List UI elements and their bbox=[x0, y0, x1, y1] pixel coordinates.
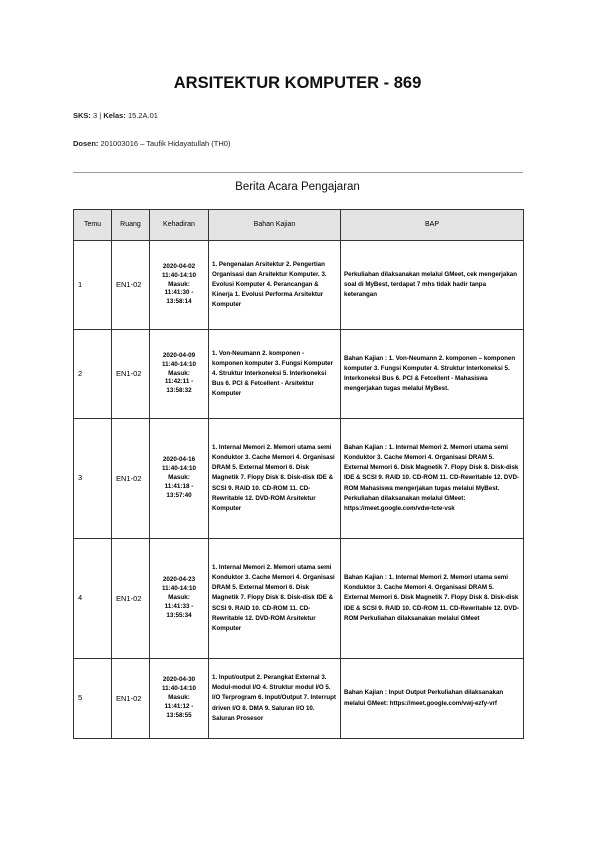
kehadiran-cell bbox=[150, 419, 209, 539]
kehadiran-time: 11:40-14:10 bbox=[162, 465, 196, 473]
table-header-row bbox=[74, 210, 524, 241]
kehadiran-cell bbox=[150, 330, 209, 419]
kehadiran-end: 13:55:34 bbox=[166, 611, 192, 619]
bahan-kajian-cell: 1. Internal Memori 2. Memori utama semi Konduktor 3. Cache Memori 4. Organisasi DRAM 5. External Memori 6. Disk Magnetik 7. Flopy Disk 8. Disk-disk IDE & SCSI 9. RAID 10. CD-ROM 11. CD-Rewritable 12. DVD-ROM Arsitektur Komputer bbox=[209, 539, 341, 659]
table-row bbox=[74, 330, 524, 419]
column-header-kehadiran: Kehadiran bbox=[150, 210, 209, 241]
kehadiran-time: 11:40-14:10 bbox=[162, 685, 196, 693]
bap-cell: Bahan Kajian : Input Output Perkuliahan dilaksanakan melalui GMeet: https://meet.google.com/vwj-ezfy-vrf bbox=[341, 659, 524, 739]
kehadiran-cell bbox=[150, 539, 209, 659]
kehadiran-date: 2020-04-02 bbox=[162, 262, 196, 270]
kehadiran-time: 11:40-14:10 bbox=[162, 271, 196, 279]
bap-cell: Bahan Kajian : 1. Internal Memori 2. Memori utama semi Konduktor 3. Cache Memori 4. Organisasi DRAM 5. External Memori 6. Disk Magnetik 7. Flopy Disk 8. Disk-disk IDE & SCSI 9. RAID 10. CD-ROM 11. CD-Rewritable 12. DVD-ROM Mahasiswa mengerjakan tugas melalui MyBest. Perkuliahan dilaksanakan melalui GMeet: https://meet.google.com/vdw-tcte-vsk bbox=[341, 419, 524, 539]
dosen-value: 201003016 – Taufik Hidayatullah (TH0) bbox=[100, 139, 231, 148]
kehadiran-start: 11:41:30 - bbox=[164, 289, 194, 297]
bap-cell: Perkuliahan dilaksanakan melalui GMeet, cek mengerjakan soal di MyBest, terdapat 7 mhs tidak hadir tanpa keterangan bbox=[341, 241, 524, 330]
temu-cell: 5 bbox=[74, 659, 112, 739]
kehadiran-date: 2020-04-09 bbox=[162, 351, 196, 359]
kehadiran-end: 13:58:55 bbox=[166, 711, 192, 719]
table-row bbox=[74, 419, 524, 539]
bahan-kajian-cell: 1. Input/output 2. Perangkat External 3. Modul-modul I/O 4. Struktur modul I/O 5. I/O Terprogram 6. Input/Output 7. Interrupt driven I/O 8. DMA 9. Saluran I/O 10. Saluran Prosesor bbox=[209, 659, 341, 739]
bap-cell: Bahan Kajian : 1. Von-Neumann 2. komponen – komponen komputer 3. Fungsi Komputer 4. Struktur Interkoneksi 5. Interkoneksi Bus 6. PCI & Fetcellent - Mahasiswa mengerjakan tugas melalui MyBest. bbox=[341, 330, 524, 419]
temu-cell: 1 bbox=[74, 241, 112, 330]
bap-cell: Bahan Kajian : 1. Internal Memori 2. Memori utama semi Konduktor 3. Cache Memori 4. Organisasi DRAM 5. External Memori 6. Disk Magnetik 7. Flopy Disk 8. Disk-disk IDE & SCSI 9. RAID 10. CD-ROM 11. CD-Rewritable 12. DVD-ROM Perkuliahan dilaksanakan melalui GMeet bbox=[341, 539, 524, 659]
ruang-cell: EN1-02 bbox=[112, 419, 150, 539]
meta-separator: | bbox=[99, 111, 102, 120]
kehadiran-masuk-label: Masuk: bbox=[168, 694, 190, 702]
column-header-temu: Temu bbox=[74, 210, 112, 241]
kehadiran-date: 2020-04-23 bbox=[162, 576, 196, 584]
table-row bbox=[74, 241, 524, 330]
kehadiran-start: 11:42:11 - bbox=[164, 378, 194, 386]
kehadiran-end: 13:58:14 bbox=[166, 298, 192, 306]
bahan-kajian-cell: 1. Von-Neumann 2. komponen - komponen komputer 3. Fungsi Komputer 4. Struktur Interkoneksi 5. Interkoneksi Bus 6. PCI & Fetcellent - Arsitektur Komputer bbox=[209, 330, 341, 419]
kehadiran-start: 11:41:18 - bbox=[164, 482, 194, 490]
course-title: ARSITEKTUR KOMPUTER - 869 bbox=[173, 74, 422, 92]
column-header-bahan-kajian: Bahan Kajian bbox=[209, 210, 341, 241]
ruang-cell: EN1-02 bbox=[112, 241, 150, 330]
kehadiran-cell bbox=[150, 241, 209, 330]
section-title: Berita Acara Pengajaran bbox=[235, 181, 360, 193]
sks-value: 3 bbox=[93, 111, 98, 120]
temu-cell: 3 bbox=[74, 419, 112, 539]
kehadiran-time: 11:40-14:10 bbox=[162, 360, 196, 368]
bahan-kajian-cell: 1. Pengenalan Arsitektur 2. Pengertian Organisasi dan Arsitektur Komputer. 3. Evolusi Komputer 4. Perancangan & Kinerja 1. Evolusi Performa Arsitektur Komputer bbox=[209, 241, 341, 330]
kehadiran-start: 11:41:33 - bbox=[164, 602, 194, 610]
kehadiran-cell bbox=[150, 659, 209, 739]
course-meta bbox=[73, 111, 158, 120]
ruang-cell: EN1-02 bbox=[112, 330, 150, 419]
kelas-label: Kelas: bbox=[103, 111, 126, 120]
kelas-value: 15.2A.01 bbox=[127, 111, 158, 120]
kehadiran-start: 11:41:12 - bbox=[164, 702, 194, 710]
temu-cell: 2 bbox=[74, 330, 112, 419]
kehadiran-end: 13:58:32 bbox=[166, 387, 192, 395]
divider bbox=[73, 172, 523, 173]
column-header-bap: BAP bbox=[341, 210, 524, 241]
kehadiran-masuk-label: Masuk: bbox=[168, 594, 190, 602]
kehadiran-date: 2020-04-30 bbox=[162, 676, 196, 684]
column-header-ruang: Ruang bbox=[112, 210, 150, 241]
kehadiran-end: 13:57:40 bbox=[166, 491, 192, 499]
ruang-cell: EN1-02 bbox=[112, 539, 150, 659]
kehadiran-time: 11:40-14:10 bbox=[162, 585, 196, 593]
temu-cell: 4 bbox=[74, 539, 112, 659]
lecturer-info bbox=[73, 139, 230, 148]
kehadiran-masuk-label: Masuk: bbox=[168, 280, 190, 288]
sks-label: SKS: bbox=[73, 111, 91, 120]
table-row bbox=[74, 539, 524, 659]
kehadiran-masuk-label: Masuk: bbox=[168, 369, 190, 377]
table-row bbox=[74, 659, 524, 739]
bahan-kajian-cell: 1. Internal Memori 2. Memori utama semi Konduktor 3. Cache Memori 4. Organisasi DRAM 5. External Memori 6. Disk Magnetik 7. Flopy Disk 8. Disk-disk IDE & SCSI 9. RAID 10. CD-ROM 11. CD-Rewritable 12. DVD-ROM Arsitektur Komputer bbox=[209, 419, 341, 539]
kehadiran-masuk-label: Masuk: bbox=[168, 474, 190, 482]
kehadiran-date: 2020-04-16 bbox=[162, 456, 196, 464]
teaching-record-table bbox=[73, 209, 524, 739]
ruang-cell: EN1-02 bbox=[112, 659, 150, 739]
dosen-label: Dosen: bbox=[73, 139, 99, 148]
